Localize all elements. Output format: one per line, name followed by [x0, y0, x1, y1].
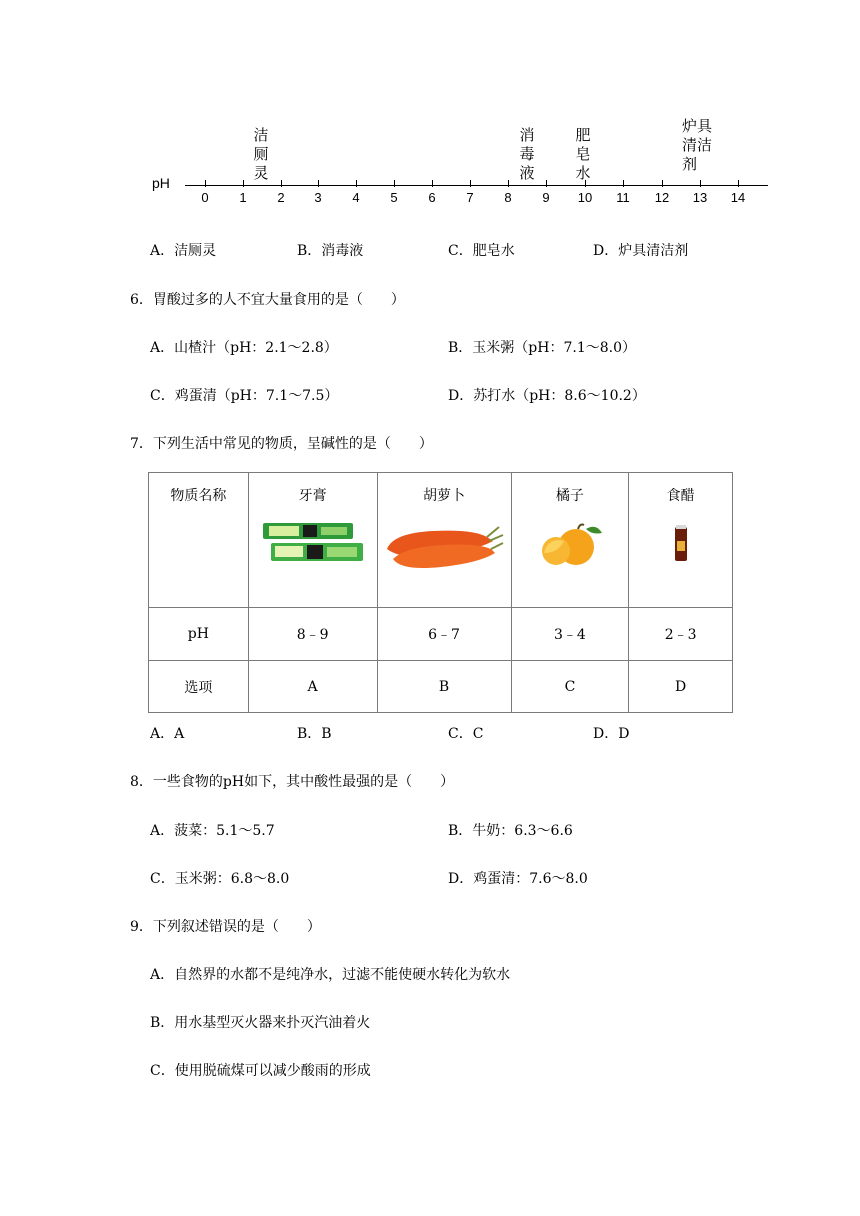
- ph-tick-label: 9: [542, 190, 550, 205]
- q9-option-a: A．自然界的水都不是纯净水，过滤不能使硬水转化为软水: [150, 967, 511, 983]
- table-header-vinegar: 食醋: [629, 473, 733, 608]
- q7-stem: 7．下列生活中常见的物质，呈碱性的是（ ）: [130, 436, 433, 452]
- table-row: [149, 608, 733, 661]
- table-cell: 2﹣3: [629, 608, 733, 661]
- table-header-carrot: 胡萝卜: [377, 473, 511, 608]
- ph-tick-label: 14: [730, 190, 746, 205]
- q5-option-c: C．肥皂水: [448, 243, 515, 259]
- q8-option-c: C．玉米粥：6.8～8.0: [150, 871, 290, 887]
- vinegar-image: [671, 519, 691, 563]
- ph-tick-label: 4: [352, 190, 360, 205]
- ph-tick-label: 11: [616, 190, 630, 205]
- q8-option-a: A．菠菜：5.1～5.7: [150, 823, 275, 839]
- q7-ph-table: [148, 472, 733, 713]
- table-cell: 3﹣4: [511, 608, 629, 661]
- q8-stem: 8．一些食物的pH如下，其中酸性最强的是（ ）: [130, 774, 455, 790]
- q9-option-c: C．使用脱硫煤可以减少酸雨的形成: [150, 1063, 371, 1079]
- q5-option-d: D．炉具清洁剂: [593, 243, 689, 259]
- table-cell: 8﹣9: [248, 608, 377, 661]
- table-header-name: 物质名称: [149, 473, 249, 608]
- ph-tick-label: 1: [239, 190, 247, 205]
- q7-option-d: D．D: [593, 726, 630, 742]
- q8-option-b: B．牛奶：6.3～6.6: [448, 823, 573, 839]
- table-cell: pH: [149, 608, 249, 661]
- ph-axis-line: [185, 185, 768, 186]
- table-row: [149, 473, 733, 608]
- table-cell: D: [629, 661, 733, 713]
- ph-tick-label: 0: [201, 190, 209, 205]
- table-cell: 选项: [149, 661, 249, 713]
- ph-tick-mark: [243, 180, 244, 187]
- q9-stem: 9．下列叙述错误的是（ ）: [130, 919, 321, 935]
- ph-tick-mark: [432, 180, 433, 187]
- table-cell: C: [511, 661, 629, 713]
- ph-tick-mark: [662, 180, 663, 187]
- q5-option-a: A．洁厕灵: [150, 243, 217, 259]
- ph-tick-mark: [546, 180, 547, 187]
- ph-tick-mark: [356, 180, 357, 187]
- ph-tick-mark: [205, 180, 206, 187]
- marker-disinfectant: 消 毒 液: [519, 127, 535, 182]
- carrot-image: [383, 519, 505, 573]
- ph-tick-label: 2: [277, 190, 285, 205]
- marker-toilet-cleaner: 洁 厕 灵: [253, 127, 269, 182]
- ph-tick-label: 7: [466, 190, 474, 205]
- ph-tick-mark: [318, 180, 319, 187]
- ph-tick-label: 12: [654, 190, 670, 205]
- orange-image: [534, 519, 606, 569]
- q6-option-d: D．苏打水（pH：8.6～10.2）: [448, 388, 646, 404]
- table-row: [149, 661, 733, 713]
- table-header-orange: 橘子: [511, 473, 629, 608]
- ph-tick-mark: [508, 180, 509, 187]
- ph-tick-label: 5: [390, 190, 398, 205]
- table-cell: A: [248, 661, 377, 713]
- q9-option-b: B．用水基型灭火器来扑灭汽油着火: [150, 1015, 371, 1031]
- q6-option-c: C．鸡蛋清（pH：7.1～7.5）: [150, 388, 339, 404]
- q5-option-b: B．消毒液: [297, 243, 364, 259]
- ph-tick-label: 3: [314, 190, 322, 205]
- q8-option-d: D．鸡蛋清：7.6～8.0: [448, 871, 588, 887]
- q6-stem: 6．胃酸过多的人不宜大量食用的是（ ）: [130, 292, 405, 308]
- ph-tick-label: 13: [692, 190, 708, 205]
- q7-option-a: A．A: [150, 726, 185, 742]
- toothpaste-image: [261, 519, 365, 563]
- table-cell: B: [377, 661, 511, 713]
- ph-tick-mark: [623, 180, 624, 187]
- q7-option-c: C．C: [448, 726, 484, 742]
- ph-tick-mark: [394, 180, 395, 187]
- ph-tick-mark: [470, 180, 471, 187]
- table-header-toothpaste: 牙膏: [248, 473, 377, 608]
- q7-option-b: B．B: [297, 726, 332, 742]
- q6-option-b: B．玉米粥（pH：7.1～8.0）: [448, 340, 636, 356]
- ph-tick-label: 10: [577, 190, 593, 205]
- ph-tick-mark: [700, 180, 701, 187]
- ph-tick-label: 6: [428, 190, 436, 205]
- marker-stove-cleaner: 炉具 清洁 剂: [682, 118, 713, 173]
- ph-tick-label: 8: [504, 190, 512, 205]
- q6-option-a: A．山楂汁（pH：2.1～2.8）: [150, 340, 338, 356]
- ph-tick-mark: [281, 180, 282, 187]
- ph-tick-mark: [738, 180, 739, 187]
- marker-soap-water: 肥 皂 水: [575, 127, 591, 182]
- ph-axis-label: pH: [152, 175, 170, 191]
- table-cell: 6﹣7: [377, 608, 511, 661]
